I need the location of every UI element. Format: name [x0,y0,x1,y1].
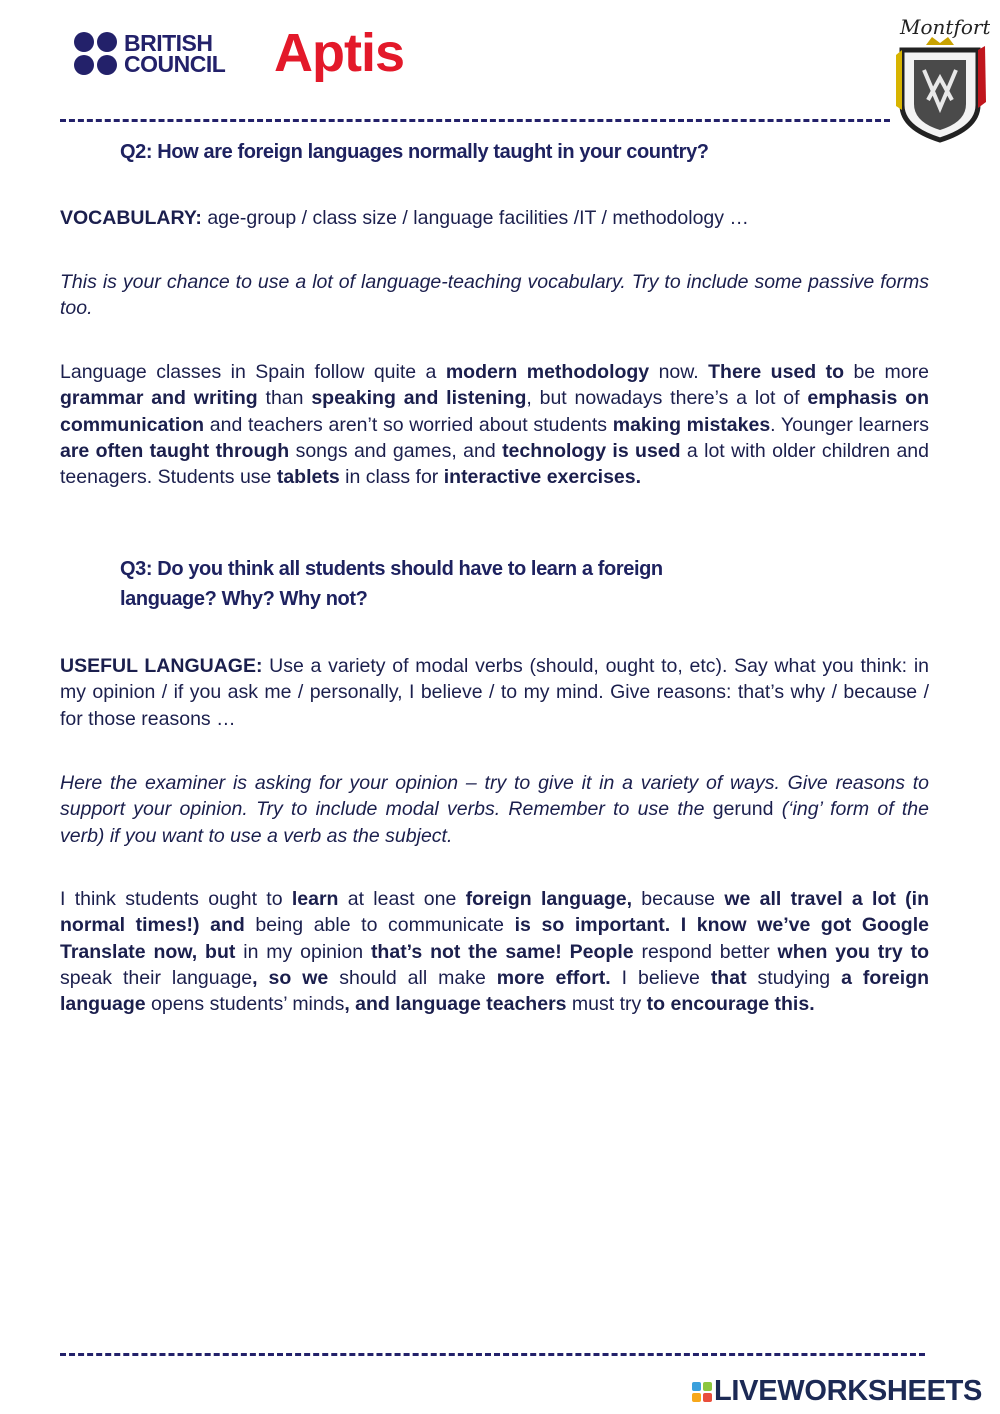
top-dashed-divider [60,119,890,122]
q2-model-answer [60,359,929,490]
useful-language-label: USEFUL LANGUAGE: [60,655,263,677]
q2-answer-segment: are often taught through [60,439,290,462]
q3-answer-segment: foreign language, [465,888,632,910]
q2-vocabulary [60,205,929,231]
q3-answer-segment: is so important. I know we’ve got Google Translate now, but [60,914,929,963]
q2-answer-segment: songs and games, and [289,439,503,462]
q2-answer-segment: now. [649,361,709,383]
q2-answer-segment: speaking and listening [311,387,527,410]
q2-answer-segment: , but nowadays there’s a lot of [526,387,808,410]
q2-answer-segment: interactive exercises. [443,466,642,489]
montfort-crest-icon [890,10,990,145]
q3-answer-segment: being able to communicate [244,914,515,937]
q3-model-answer [60,886,929,1017]
lw-square-v [692,1393,701,1402]
q2-answer-segment: emphasis on communication [60,387,930,436]
svg-text:Montfort: Montfort [900,15,990,39]
q2-answer-segment: grammar and writing [60,387,258,410]
q3-answer-segment: in my opinion [235,940,371,963]
q2-answer-segment: a lot with older children and teenagers. Students use [60,439,930,489]
q2-answer-segment: making mistakes [612,413,771,436]
q3-answer-segment: , so we [252,966,329,989]
q3-answer-segment: speak their language [60,966,253,989]
q2-answer-segment: . Younger learners [770,413,929,436]
vocabulary-label: VOCABULARY: [60,207,202,229]
q2-answer-segment: modern methodology [445,361,650,383]
q3-title [120,554,663,614]
q2-answer-segment: and teachers aren’t so worried about students [204,413,613,436]
lw-square-i [703,1382,712,1391]
q2-answer-segment: than [257,387,312,410]
useful-language-text: Use a variety of modal verbs (should, ought to, etc). Say what you think: in my opinion / if you ask me / personally, I believe / to my mind. Give reasons: that’s why / because / for those reasons … [60,655,929,730]
q3-answer-segment: more effort. [496,966,611,989]
q3-answer-segment: studying [746,966,842,989]
q3-answer-segment: must try [566,993,647,1016]
q3-answer-segment: we all travel a lot (in normal times!) and [60,888,929,937]
lw-square-l [692,1382,701,1391]
liveworksheets-squares-icon [692,1382,712,1402]
q2-answer-segment: tablets [276,466,340,489]
q3-answer-segment: that’s not the same! People [370,940,634,963]
aptis-logo: Aptis [274,23,404,83]
q2-title: Q2: How are foreign languages normally taught in your country? [120,141,709,163]
q2-tip: This is your chance to use a lot of language-teaching vocabulary. Try to include some passive forms too. [60,271,929,320]
q3-tip: Here the examiner is asking for your opinion – try to give it in a variety of ways. Give reasons to support your opinion. Try to include modal verbs. Remember to use the gerund (‘ing’ form of the verb) if you want to use a verb as the subject. [60,772,929,847]
q2-answer-segment: in class for [339,466,444,489]
british-council-dots-icon [74,32,117,75]
vocabulary-text: age-group / class size / language facilities /IT / methodology … [201,207,749,229]
q2-answer-segment: be more [844,361,929,383]
gerund-term: gerund [712,798,774,821]
q3-title-line2: language? Why? Why not? [120,588,368,610]
lw-square-e [703,1393,712,1402]
q3-title-line1: Q3: Do you think all students should have to learn a foreign [120,558,663,580]
q3-answer-segment: because [632,888,725,910]
q3-answer-segment: respond better [633,940,778,963]
q2-answer-segment: Language classes in Spain follow quite a [60,361,446,383]
q3-useful-language [60,653,929,732]
q2-answer-segment: technology is used [502,439,681,462]
q3-answer-segment: when you try to [777,940,930,963]
q3-answer-segment: learn [291,888,339,910]
q3-answer-segment: , and language teachers [344,993,567,1016]
british-council-logo [74,29,226,77]
liveworksheets-logo [692,1375,982,1408]
q3-answer-segment: that [710,966,747,989]
q3-answer-segment: opens students’ minds [145,993,345,1016]
q3-answer-segment: to encourage this. [646,993,815,1016]
q3-answer-segment: should all make [328,966,497,989]
q3-answer-segment: at least one [338,888,466,910]
liveworksheets-wordmark: LIVEWORKSHEETS [714,1375,983,1407]
q3-answer-segment: I believe [610,966,711,989]
british-council-wordmark: BRITISH COUNCIL [124,29,226,77]
q3-answer-segment: a foreign language [60,966,930,1016]
q3-answer-segment: I think students ought to [60,888,292,910]
bottom-dashed-divider [60,1353,925,1356]
q2-answer-segment: There used to [708,361,845,383]
